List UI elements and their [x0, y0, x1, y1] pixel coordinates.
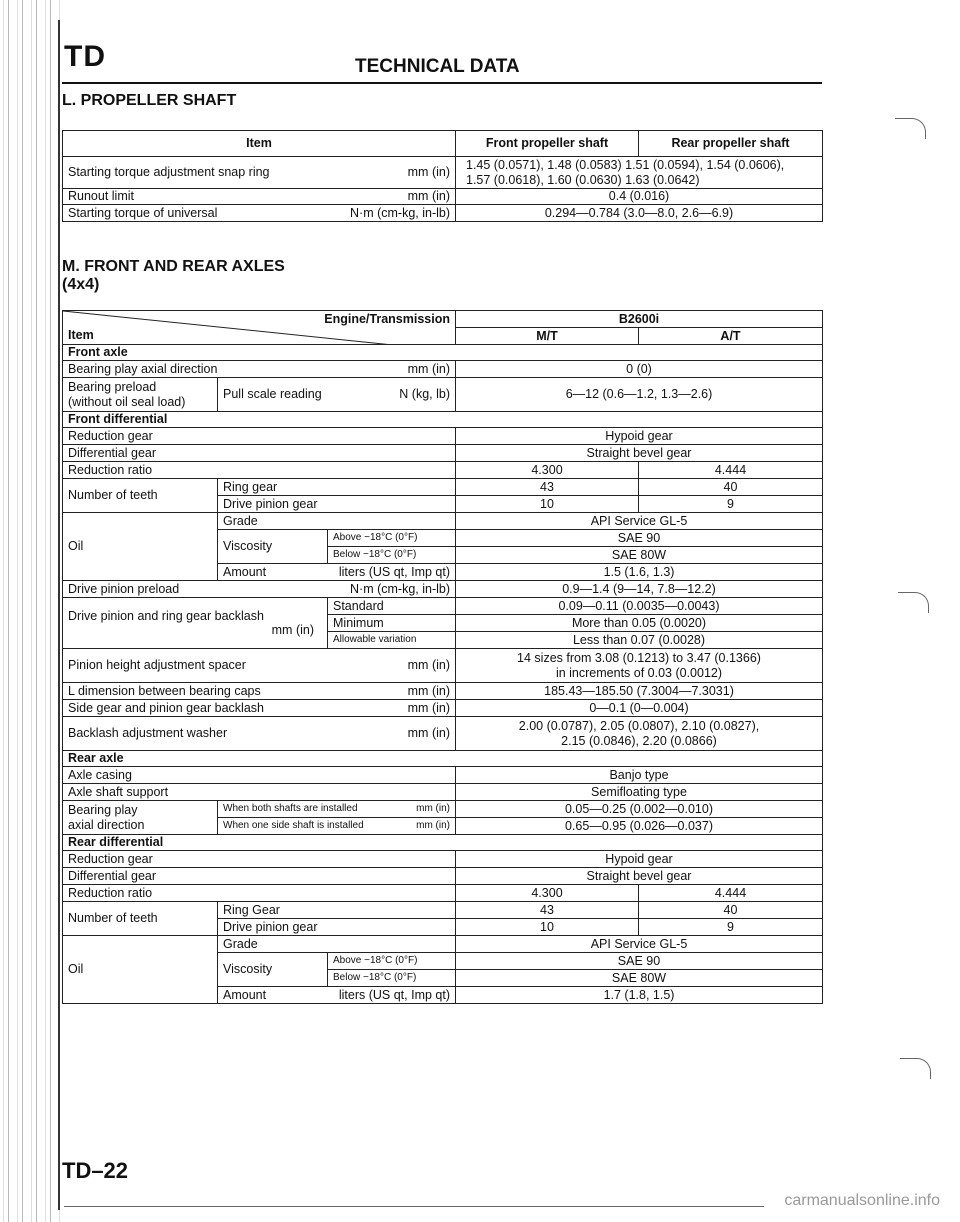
- header-item: Item: [63, 131, 456, 157]
- row-value: 1.7 (1.8, 1.5): [456, 987, 823, 1004]
- row-value: Hypoid gear: [456, 428, 823, 445]
- table-row: [63, 598, 823, 615]
- table-row: [63, 157, 823, 189]
- margin-mark: [895, 118, 926, 139]
- row-sublabel: Viscosity: [218, 953, 328, 987]
- table-row: [63, 581, 823, 598]
- row-label: Starting torque adjustment snap ring mm (in): [63, 157, 456, 189]
- row-value: Semifloating type: [456, 784, 823, 801]
- header-rule: [62, 82, 822, 84]
- table-row: [63, 784, 823, 801]
- row-label: Differential gear: [63, 868, 456, 885]
- row-condition: Allowable variation: [328, 632, 456, 649]
- header-item: Item: [68, 327, 94, 342]
- group-row: [63, 412, 823, 428]
- row-condition: Standard: [328, 598, 456, 615]
- header-front-shaft: Front propeller shaft: [456, 131, 639, 157]
- header-engine-transmission: Engine/Transmission: [324, 311, 450, 326]
- row-label: Reduction gear: [63, 428, 456, 445]
- table-header-row: [63, 131, 823, 157]
- row-value: Banjo type: [456, 767, 823, 784]
- header-model: B2600i: [456, 311, 823, 328]
- margin-mark: [900, 1058, 931, 1079]
- header-diagonal-cell: [63, 311, 456, 345]
- row-value-at: 40: [639, 902, 823, 919]
- row-value: API Service GL-5: [456, 513, 823, 530]
- row-value: 14 sizes from 3.08 (0.1213) to 3.47 (0.1366) in increments of 0.03 (0.0012): [456, 649, 823, 683]
- axles-table: [62, 310, 823, 1004]
- table-header-row: [63, 311, 823, 328]
- header-rear-shaft: Rear propeller shaft: [639, 131, 823, 157]
- row-sublabel: Ring gear: [218, 479, 456, 496]
- row-value: SAE 80W: [456, 970, 823, 987]
- row-value: 6—12 (0.6—1.2, 1.3—2.6): [456, 378, 823, 412]
- row-value: Hypoid gear: [456, 851, 823, 868]
- group-front-differential: Front differential: [63, 412, 823, 428]
- row-condition: Minimum: [328, 615, 456, 632]
- group-rear-axle: Rear axle: [63, 751, 823, 767]
- row-value-mt: 4.300: [456, 462, 639, 479]
- row-label: L dimension between bearing caps mm (in): [63, 683, 456, 700]
- section-l-title: L. PROPELLER SHAFT: [62, 92, 237, 109]
- row-label: Number of teeth: [63, 902, 218, 936]
- row-value-mt: 43: [456, 479, 639, 496]
- row-value-at: 40: [639, 479, 823, 496]
- table-row: [63, 479, 823, 496]
- binding-line: [58, 20, 60, 1210]
- table-row: [63, 378, 823, 412]
- row-label: Oil: [63, 513, 218, 581]
- table-row: [63, 717, 823, 751]
- row-value: 0.09—0.11 (0.0035—0.0043): [456, 598, 823, 615]
- table-row: [63, 361, 823, 378]
- table-row: [63, 902, 823, 919]
- section-m-subtitle: (4x4): [62, 276, 100, 293]
- row-sublabel: Viscosity: [218, 530, 328, 564]
- row-condition: Above −18°C (0°F): [328, 530, 456, 547]
- row-value-mt: 43: [456, 902, 639, 919]
- row-value: Straight bevel gear: [456, 868, 823, 885]
- row-value: 0—0.1 (0—0.004): [456, 700, 823, 717]
- row-label: Starting torque of universal N·m (cm-kg, in-lb): [63, 205, 456, 222]
- table-row: [63, 205, 823, 222]
- row-value: 0 (0): [456, 361, 823, 378]
- binding-strip: [0, 0, 62, 1222]
- row-value: SAE 80W: [456, 547, 823, 564]
- row-label: Reduction ratio: [63, 462, 456, 479]
- table-row: [63, 885, 823, 902]
- row-label: Pinion height adjustment spacer mm (in): [63, 649, 456, 683]
- group-row: [63, 751, 823, 767]
- row-sublabel: Amount liters (US qt, Imp qt): [218, 987, 456, 1004]
- row-value: 1.5 (1.6, 1.3): [456, 564, 823, 581]
- row-label: Backlash adjustment washer mm (in): [63, 717, 456, 751]
- header-at: A/T: [639, 328, 823, 345]
- row-label: Oil: [63, 936, 218, 1004]
- table-row: [63, 700, 823, 717]
- row-value: Straight bevel gear: [456, 445, 823, 462]
- row-sublabel: Grade: [218, 936, 456, 953]
- row-label: Bearing play axial direction mm (in): [63, 361, 456, 378]
- table-row: [63, 513, 823, 530]
- section-code: TD: [64, 40, 106, 73]
- table-row: [63, 801, 823, 818]
- row-value: 1.45 (0.0571), 1.48 (0.0583) 1.51 (0.0594), 1.54 (0.0606), 1.57 (0.0618), 1.60 (0.0630) 1.63 (0.0642): [456, 157, 823, 189]
- table-row: [63, 683, 823, 700]
- row-label: Runout limit mm (in): [63, 189, 456, 205]
- row-label: Differential gear: [63, 445, 456, 462]
- group-row: [63, 345, 823, 361]
- table-row: [63, 189, 823, 205]
- table-row: [63, 767, 823, 784]
- row-sublabel: Drive pinion gear: [218, 496, 456, 513]
- table-row: [63, 649, 823, 683]
- table-row: [63, 462, 823, 479]
- row-label: Drive pinion preload N·m (cm-kg, in-lb): [63, 581, 456, 598]
- row-sublabel: Pull scale reading N (kg, lb): [218, 378, 456, 412]
- row-value-mt: 10: [456, 919, 639, 936]
- row-value: 0.65—0.95 (0.026—0.037): [456, 818, 823, 835]
- row-condition: Below −18°C (0°F): [328, 547, 456, 564]
- row-value-mt: 10: [456, 496, 639, 513]
- row-condition: When one side shaft is installed mm (in): [218, 818, 456, 835]
- footer-rule: [64, 1206, 764, 1207]
- table-row: [63, 868, 823, 885]
- header-mt: M/T: [456, 328, 639, 345]
- group-rear-differential: Rear differential: [63, 835, 823, 851]
- row-value: 2.00 (0.0787), 2.05 (0.0807), 2.10 (0.0827), 2.15 (0.0846), 2.20 (0.0866): [456, 717, 823, 751]
- section-m-title: M. FRONT AND REAR AXLES: [62, 258, 285, 275]
- row-value-at: 9: [639, 496, 823, 513]
- table-row: [63, 936, 823, 953]
- row-label: Axle shaft support: [63, 784, 456, 801]
- row-label: Drive pinion and ring gear backlash mm (in): [63, 598, 328, 649]
- row-label: Side gear and pinion gear backlash mm (in): [63, 700, 456, 717]
- page-number: TD–22: [62, 1158, 129, 1183]
- row-value: 185.43—185.50 (7.3004—7.3031): [456, 683, 823, 700]
- row-sublabel: Ring Gear: [218, 902, 456, 919]
- row-value: 0.05—0.25 (0.002—0.010): [456, 801, 823, 818]
- page-title: TECHNICAL DATA: [355, 56, 520, 77]
- row-value-at: 4.444: [639, 885, 823, 902]
- row-value: API Service GL-5: [456, 936, 823, 953]
- row-value: More than 0.05 (0.0020): [456, 615, 823, 632]
- group-row: [63, 835, 823, 851]
- row-value: 0.294—0.784 (3.0—8.0, 2.6—6.9): [456, 205, 823, 222]
- row-condition: When both shafts are installed mm (in): [218, 801, 456, 818]
- row-label: Axle casing: [63, 767, 456, 784]
- row-label: Bearing preload (without oil seal load): [63, 378, 218, 412]
- group-front-axle: Front axle: [63, 345, 823, 361]
- row-value-at: 4.444: [639, 462, 823, 479]
- row-value: Less than 0.07 (0.0028): [456, 632, 823, 649]
- row-label: Reduction gear: [63, 851, 456, 868]
- table-row: [63, 428, 823, 445]
- table-row: [63, 445, 823, 462]
- row-value: 0.9—1.4 (9—14, 7.8—12.2): [456, 581, 823, 598]
- row-value: SAE 90: [456, 530, 823, 547]
- row-value-at: 9: [639, 919, 823, 936]
- margin-mark: [898, 592, 929, 613]
- propeller-shaft-table: [62, 130, 823, 222]
- table-row: [63, 851, 823, 868]
- row-condition: Below −18°C (0°F): [328, 970, 456, 987]
- row-label: Number of teeth: [63, 479, 218, 513]
- row-label: Bearing play axial direction: [63, 801, 218, 835]
- watermark: carmanualsonline.info: [784, 1192, 940, 1209]
- row-label: Reduction ratio: [63, 885, 456, 902]
- row-sublabel: Amount liters (US qt, Imp qt): [218, 564, 456, 581]
- row-condition: Above −18°C (0°F): [328, 953, 456, 970]
- row-value-mt: 4.300: [456, 885, 639, 902]
- row-value: SAE 90: [456, 953, 823, 970]
- row-value: 0.4 (0.016): [456, 189, 823, 205]
- row-sublabel: Drive pinion gear: [218, 919, 456, 936]
- row-sublabel: Grade: [218, 513, 456, 530]
